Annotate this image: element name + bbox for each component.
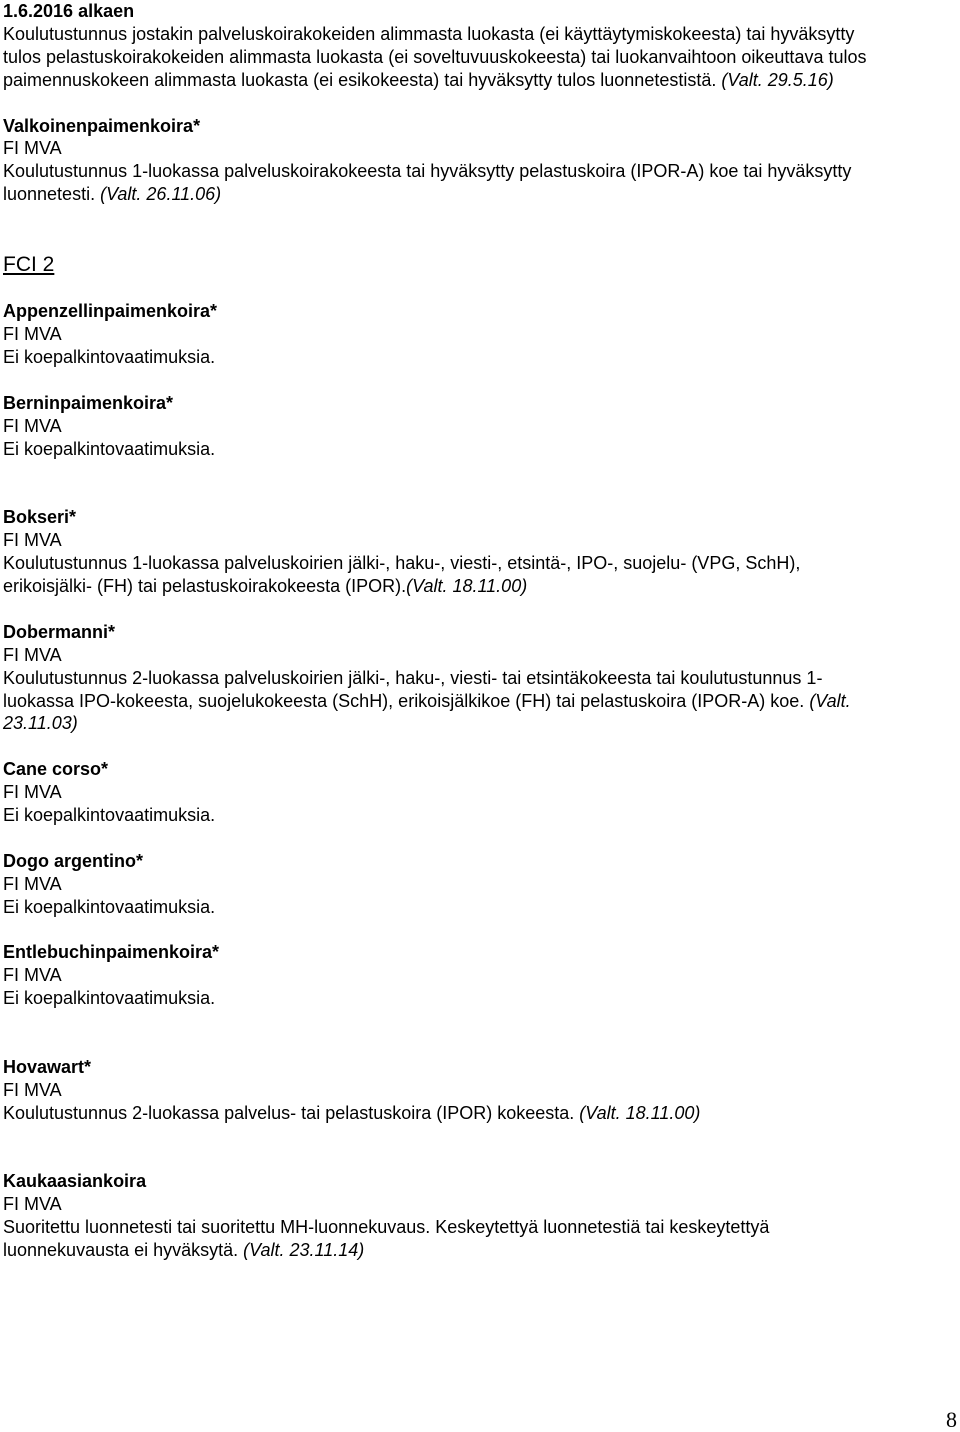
breed-entry [3,1056,953,1125]
breed-entry [3,392,953,461]
spacer [3,460,953,506]
breed-requirement: Ei koepalkintovaatimuksia. [3,896,216,917]
document-page [3,0,953,1262]
section-heading: FCI 2 [3,253,55,277]
breed-requirement-text: erikoisjälki- (FH) tai pelastuskoirakokeesta (IPOR). [3,575,407,596]
breed-valt: 23.11.03) [3,713,78,734]
breed-code: FI MVA [3,965,62,986]
breed-name: Hovawart* [3,1056,92,1077]
breed-name: Appenzellinpaimenkoira* [3,301,218,322]
breed-requirement [3,1239,953,1262]
breed-requirement: Koulutustunnus 1-luokassa palveluskoirakokeesta tai hyväksytty pelastuskoira (IPOR-A) koe tai hyväksytty [3,161,852,182]
breed-requirement: Ei koepalkintovaatimuksia. [3,988,216,1009]
breed-requirement-text: luokassa IPO-kokeesta, suojelukokeesta (SchH), erikoisjälkikoe (FH) tai pelastuskoira (IPOR-A) koe. [3,690,810,711]
breed-valt: (Valt. 18.11.00) [579,1102,701,1123]
breed-name: Dogo argentino* [3,850,143,871]
breed-requirement-text: luonnekuvausta ei hyväksytä. [3,1240,244,1261]
breed-name: Kaukaasiankoira [3,1171,147,1192]
intro-text-line [3,69,953,92]
breed-name: Cane corso* [3,759,109,780]
breed-name: Dobermanni* [3,621,116,642]
breed-valt: (Valt. 18.11.00) [406,575,528,596]
breed-entry [3,115,953,207]
intro-valt: (Valt. 29.5.16) [721,69,834,90]
breed-valt: (Valt. [809,690,851,711]
breed-code: FI MVA [3,873,62,894]
breed-entry [3,1170,953,1262]
intro-date: 1.6.2016 alkaen [3,1,135,21]
page-number: 8 [946,1407,957,1432]
breed-entry [3,300,953,369]
spacer [3,1125,953,1171]
breed-entry [3,850,953,919]
breed-requirement [3,1102,953,1125]
breed-code: FI MVA [3,1079,62,1100]
breed-requirement-text: luonnetesti. [3,184,101,205]
spacer [3,1010,953,1056]
spacer [3,598,953,621]
breed-valt: (Valt. 23.11.14) [243,1240,365,1261]
breed-code: FI MVA [3,138,62,159]
spacer [3,369,953,392]
breed-name: Entlebuchinpaimenkoira* [3,942,220,963]
breed-entry [3,506,953,598]
breed-code: FI MVA [3,1194,62,1215]
breed-requirement: Ei koepalkintovaatimuksia. [3,805,216,826]
breed-entry [3,758,953,827]
breed-entry [3,941,953,1010]
breed-code: FI MVA [3,324,62,345]
breed-code: FI MVA [3,644,62,665]
spacer [3,919,953,942]
breed-requirement [3,575,953,598]
breed-requirement [3,690,953,713]
spacer [3,92,953,115]
breed-name: Bokseri* [3,507,77,528]
breed-code: FI MVA [3,782,62,803]
breed-code: FI MVA [3,415,62,436]
intro-text: paimennuskokeen alimmasta luokasta (ei esikokeesta) tai hyväksytty tulos luonnetestistä. [3,69,722,90]
breed-name: Valkoinenpaimenkoira* [3,115,201,136]
breed-requirement-text: Koulutustunnus 2-luokassa palvelus- tai pelastuskoira (IPOR) kokeesta. [3,1102,580,1123]
breed-requirement [3,183,953,206]
breed-entry [3,621,953,736]
intro-text-line: tulos pelastuskoirakokeiden alimmasta luokasta (ei soveltuvuuskokeesta) tai luokanvaihtoon oikeuttava tulos [3,46,867,67]
breed-code: FI MVA [3,530,62,551]
spacer [3,735,953,758]
breed-requirement: Koulutustunnus 1-luokassa palveluskoirien jälki-, haku-, viesti-, etsintä-, IPO-, suojelu- (VPG, SchH), [3,553,801,574]
breed-requirement: Ei koepalkintovaatimuksia. [3,346,216,367]
breed-valt: (Valt. 26.11.06) [100,184,222,205]
intro-paragraph [3,0,953,92]
breed-requirement: Suoritettu luonnetesti tai suoritettu MH-luonnekuvaus. Keskeytettyä luonnetestiä tai keskeytettyä [3,1217,770,1238]
spacer [3,827,953,850]
intro-text-line: Koulutustunnus jostakin palveluskoirakokeiden alimmasta luokasta (ei käyttäytymiskokeesta) tai hyväksytty [3,23,855,44]
breed-requirement: Ei koepalkintovaatimuksia. [3,438,216,459]
breed-name: Berninpaimenkoira* [3,392,174,413]
breed-requirement: Koulutustunnus 2-luokassa palveluskoirien jälki-, haku-, viesti- tai etsintäkokeesta tai koulutustunnus 1- [3,667,823,688]
